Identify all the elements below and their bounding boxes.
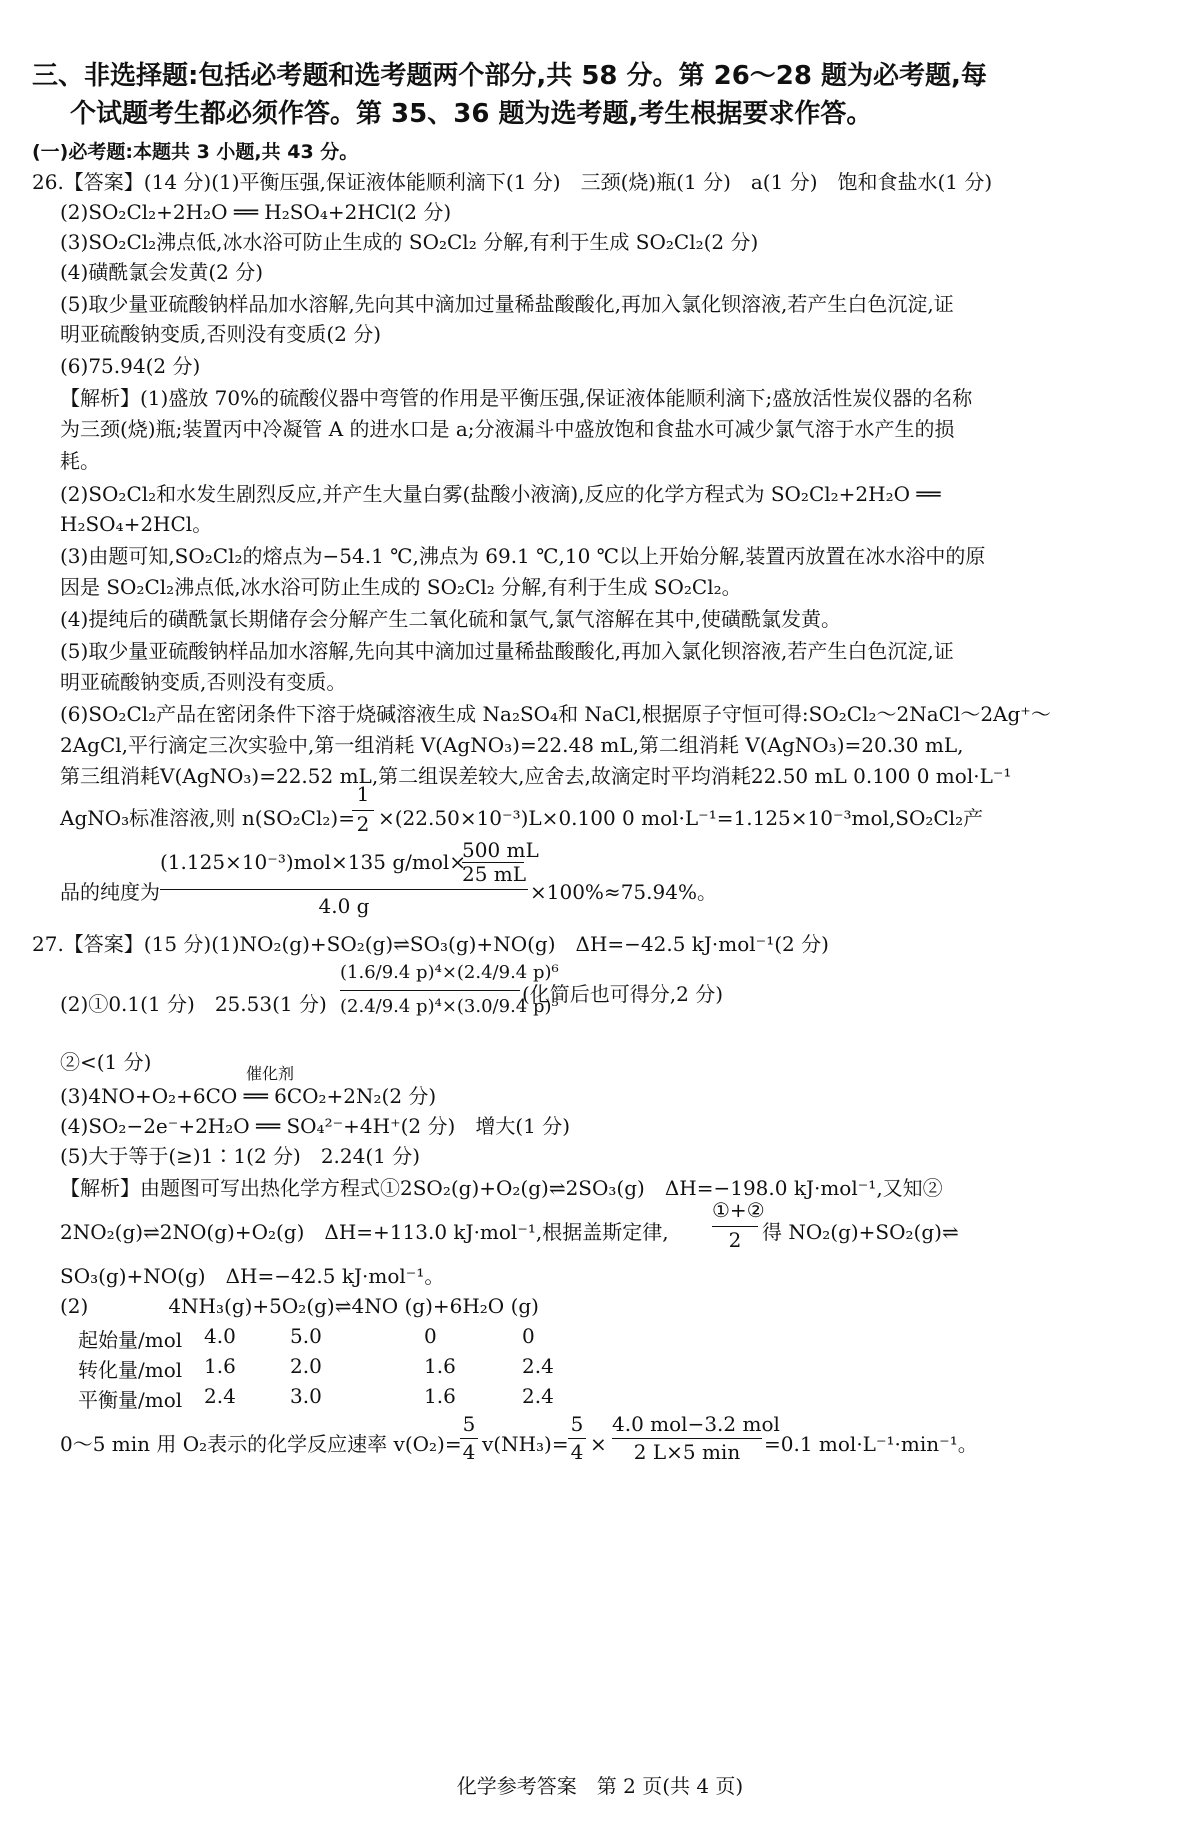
kp-fraction-bar [340, 990, 520, 991]
table-cell: 1.6 [424, 1384, 456, 1408]
page-footer: 化学参考答案 第 2 页(共 4 页) [456, 1774, 744, 1798]
table-cell: 0 [522, 1324, 535, 1348]
half-fraction-denominator: 2 [356, 812, 370, 836]
purity-fraction-bar [160, 889, 528, 890]
rate-mid: v(NH₃)= [482, 1432, 569, 1456]
purity-denominator: 4.0 g [318, 894, 370, 918]
q27-explain-2-end: 得 NO₂(g)+SO₂(g)⇌ [762, 1220, 959, 1244]
q26-explain-2-line2: H₂SO₄+2HCl。 [60, 512, 213, 536]
q27-answer-1: 27.【答案】(15 分)(1)NO₂(g)+SO₂(g)⇌SO₃(g)+NO(g) ΔH=−42.5 kJ·mol⁻¹(2 分) [32, 932, 829, 956]
table-cell: 0 [424, 1324, 437, 1348]
table-cell: 1.6 [424, 1354, 456, 1378]
q27-explain-3: SO₃(g)+NO(g) ΔH=−42.5 kJ·mol⁻¹。 [60, 1264, 445, 1288]
q27-answer-2-note: (化简后也可得分,2 分) [522, 982, 724, 1006]
q26-explain-5-line1: (5)取少量亚硫酸钠样品加水溶解,先向其中滴加过量稀盐酸酸化,再加入氯化钡溶液,若产生白色沉淀,证 [60, 639, 954, 663]
q26-explain-2-line1: (2)SO₂Cl₂和水发生剧烈反应,并产生大量白雾(盐酸小液滴),反应的化学方程式为 SO₂Cl₂+2H₂O ══ [60, 482, 941, 506]
hess-denominator: 2 [728, 1228, 742, 1252]
q26-explain-6-line4-start: AgNO₃标准溶液,则 n(SO₂Cl₂)= [60, 806, 355, 830]
rate-frac1-bar [460, 1438, 478, 1439]
equilibrium-table-header: (2) 4NH₃(g)+5O₂(g)⇌4NO (g)+6H₂O (g) [60, 1294, 539, 1318]
purity-numerator: (1.125×10⁻³)mol×135 g/mol× [160, 850, 467, 874]
hess-fraction-bar [712, 1226, 758, 1227]
table-row-label: 平衡量/mol [78, 1388, 183, 1412]
rate-frac1-den: 4 [462, 1440, 476, 1464]
q26-explain-6-line2: 2AgCl,平行滴定三次实验中,第一组消耗 V(AgNO₃)=22.48 mL,第二组消耗 V(AgNO₃)=20.30 mL, [60, 733, 964, 757]
table-row-label: 起始量/mol [78, 1328, 183, 1352]
q26-explain-6-line4-end: ×(22.50×10⁻³)L×0.100 0 mol·L⁻¹=1.125×10⁻³mol,SO₂Cl₂产 [378, 806, 984, 830]
q26-answer-1: 26.【答案】(14 分)(1)平衡压强,保证液体能顺利滴下(1 分) 三颈(烧)瓶(1 分) a(1 分) 饱和食盐水(1 分) [32, 170, 993, 194]
q27-explain-1: 【解析】由题图可写出热化学方程式①2SO₂(g)+O₂(g)⇌2SO₃(g) ΔH=−198.0 kJ·mol⁻¹,又知② [60, 1176, 943, 1200]
q26-explain-4: (4)提纯后的磺酰氯长期储存会分解产生二氧化硫和氯气,氯气溶解在其中,使磺酰氯发黄。 [60, 607, 842, 631]
q26-answer-6: (6)75.94(2 分) [60, 354, 201, 378]
table-cell: 2.4 [522, 1354, 554, 1378]
q26-explain-6-line1: (6)SO₂Cl₂产品在密闭条件下溶于烧碱溶液生成 Na₂SO₄和 NaCl,根据原子守恒可得:SO₂Cl₂～2NaCl～2Ag⁺～ [60, 702, 1051, 726]
half-fraction-numerator: 1 [356, 782, 370, 806]
table-cell: 2.4 [522, 1384, 554, 1408]
rate-frac2-num: 5 [570, 1412, 584, 1436]
table-cell: 5.0 [290, 1324, 322, 1348]
section-heading-line2: 个试题考生都必须作答。第 35、36 题为选考题,考生根据要求作答。 [70, 99, 873, 129]
q27-answer-3: (3)4NO+O₂+6CO ══ 6CO₂+2N₂(2 分) [60, 1084, 437, 1108]
q26-answer-5-line1: (5)取少量亚硫酸钠样品加水溶解,先向其中滴加过量稀盐酸酸化,再加入氯化钡溶液,若产生白色沉淀,证 [60, 292, 954, 316]
rate-times: × [590, 1432, 607, 1456]
table-cell: 4.0 [204, 1324, 236, 1348]
q27-answer-2-start: (2)①0.1(1 分) 25.53(1 分) [60, 992, 327, 1016]
q26-explain-1-line1: 【解析】(1)盛放 70%的硫酸仪器中弯管的作用是平衡压强,保证液体能顺利滴下;盛放活性炭仪器的名称 [60, 386, 973, 410]
q27-answer-2-part2: ②<(1 分) [60, 1050, 152, 1074]
half-fraction-bar [352, 810, 374, 811]
rate-frac1-num: 5 [462, 1412, 476, 1436]
table-cell: 1.6 [204, 1354, 236, 1378]
q26-explain-1-line3: 耗。 [60, 449, 100, 473]
q27-explain-2-start: 2NO₂(g)⇌2NO(g)+O₂(g) ΔH=+113.0 kJ·mol⁻¹,根据盖斯定律, [60, 1220, 669, 1244]
kp-denominator: (2.4/9.4 p)⁴×(3.0/9.4 p)⁵ [340, 996, 559, 1017]
purity-result: ×100%≈75.94%。 [530, 880, 717, 904]
q26-answer-3: (3)SO₂Cl₂沸点低,冰水浴可防止生成的 SO₂Cl₂ 分解,有利于生成 SO₂Cl₂(2 分) [60, 230, 759, 254]
rate-start: 0～5 min 用 O₂表示的化学反应速率 v(O₂)= [60, 1432, 462, 1456]
q26-explain-3-line1: (3)由题可知,SO₂Cl₂的熔点为−54.1 ℃,沸点为 69.1 ℃,10 ℃以上开始分解,装置丙放置在冰水浴中的原 [60, 544, 986, 568]
purity-inner-denominator: 25 mL [462, 862, 527, 886]
rate-frac3-den: 2 L×5 min [633, 1440, 741, 1464]
catalyst-label: 催化剂 [246, 1064, 295, 1083]
purity-label: 品的纯度为 [60, 880, 160, 904]
q26-explain-3-line2: 因是 SO₂Cl₂沸点低,冰水浴可防止生成的 SO₂Cl₂ 分解,有利于生成 SO₂Cl₂。 [60, 575, 742, 599]
rate-frac3-bar [612, 1438, 762, 1439]
section-subheading: (一)必考题:本题共 3 小题,共 43 分。 [32, 141, 359, 163]
table-cell: 2.0 [290, 1354, 322, 1378]
q27-answer-4: (4)SO₂−2e⁻+2H₂O ══ SO₄²⁻+4H⁺(2 分) 增大(1 分) [60, 1114, 570, 1138]
rate-frac2-bar [568, 1438, 586, 1439]
rate-end: =0.1 mol·L⁻¹·min⁻¹。 [764, 1432, 978, 1456]
section-heading-line1: 三、非选择题:包括必考题和选考题两个部分,共 58 分。第 26～28 题为必考题,每 [32, 61, 987, 91]
rate-frac3-num: 4.0 mol−3.2 mol [612, 1412, 780, 1436]
q26-answer-2: (2)SO₂Cl₂+2H₂O ══ H₂SO₄+2HCl(2 分) [60, 200, 452, 224]
hess-numerator: ①+② [712, 1198, 765, 1222]
purity-inner-numerator: 500 mL [462, 838, 539, 862]
q26-explain-6-line3: 第三组消耗V(AgNO₃)=22.52 mL,第二组误差较大,应舍去,故滴定时平均消耗22.50 mL 0.100 0 mol·L⁻¹ [60, 764, 1012, 788]
q27-answer-5: (5)大于等于(≥)1∶1(2 分) 2.24(1 分) [60, 1144, 421, 1168]
q26-answer-4: (4)磺酰氯会发黄(2 分) [60, 260, 264, 284]
q26-explain-1-line2: 为三颈(烧)瓶;装置丙中冷凝管 A 的进水口是 a;分液漏斗中盛放饱和食盐水可减少氯气溶于水产生的损 [60, 417, 955, 441]
rate-frac2-den: 4 [570, 1440, 584, 1464]
table-row-label: 转化量/mol [78, 1358, 183, 1382]
table-cell: 2.4 [204, 1384, 236, 1408]
q26-answer-5-line2: 明亚硫酸钠变质,否则没有变质(2 分) [60, 322, 382, 346]
table-cell: 3.0 [290, 1384, 322, 1408]
q26-explain-5-line2: 明亚硫酸钠变质,否则没有变质。 [60, 670, 347, 694]
kp-numerator: (1.6/9.4 p)⁴×(2.4/9.4 p)⁶ [340, 962, 559, 983]
